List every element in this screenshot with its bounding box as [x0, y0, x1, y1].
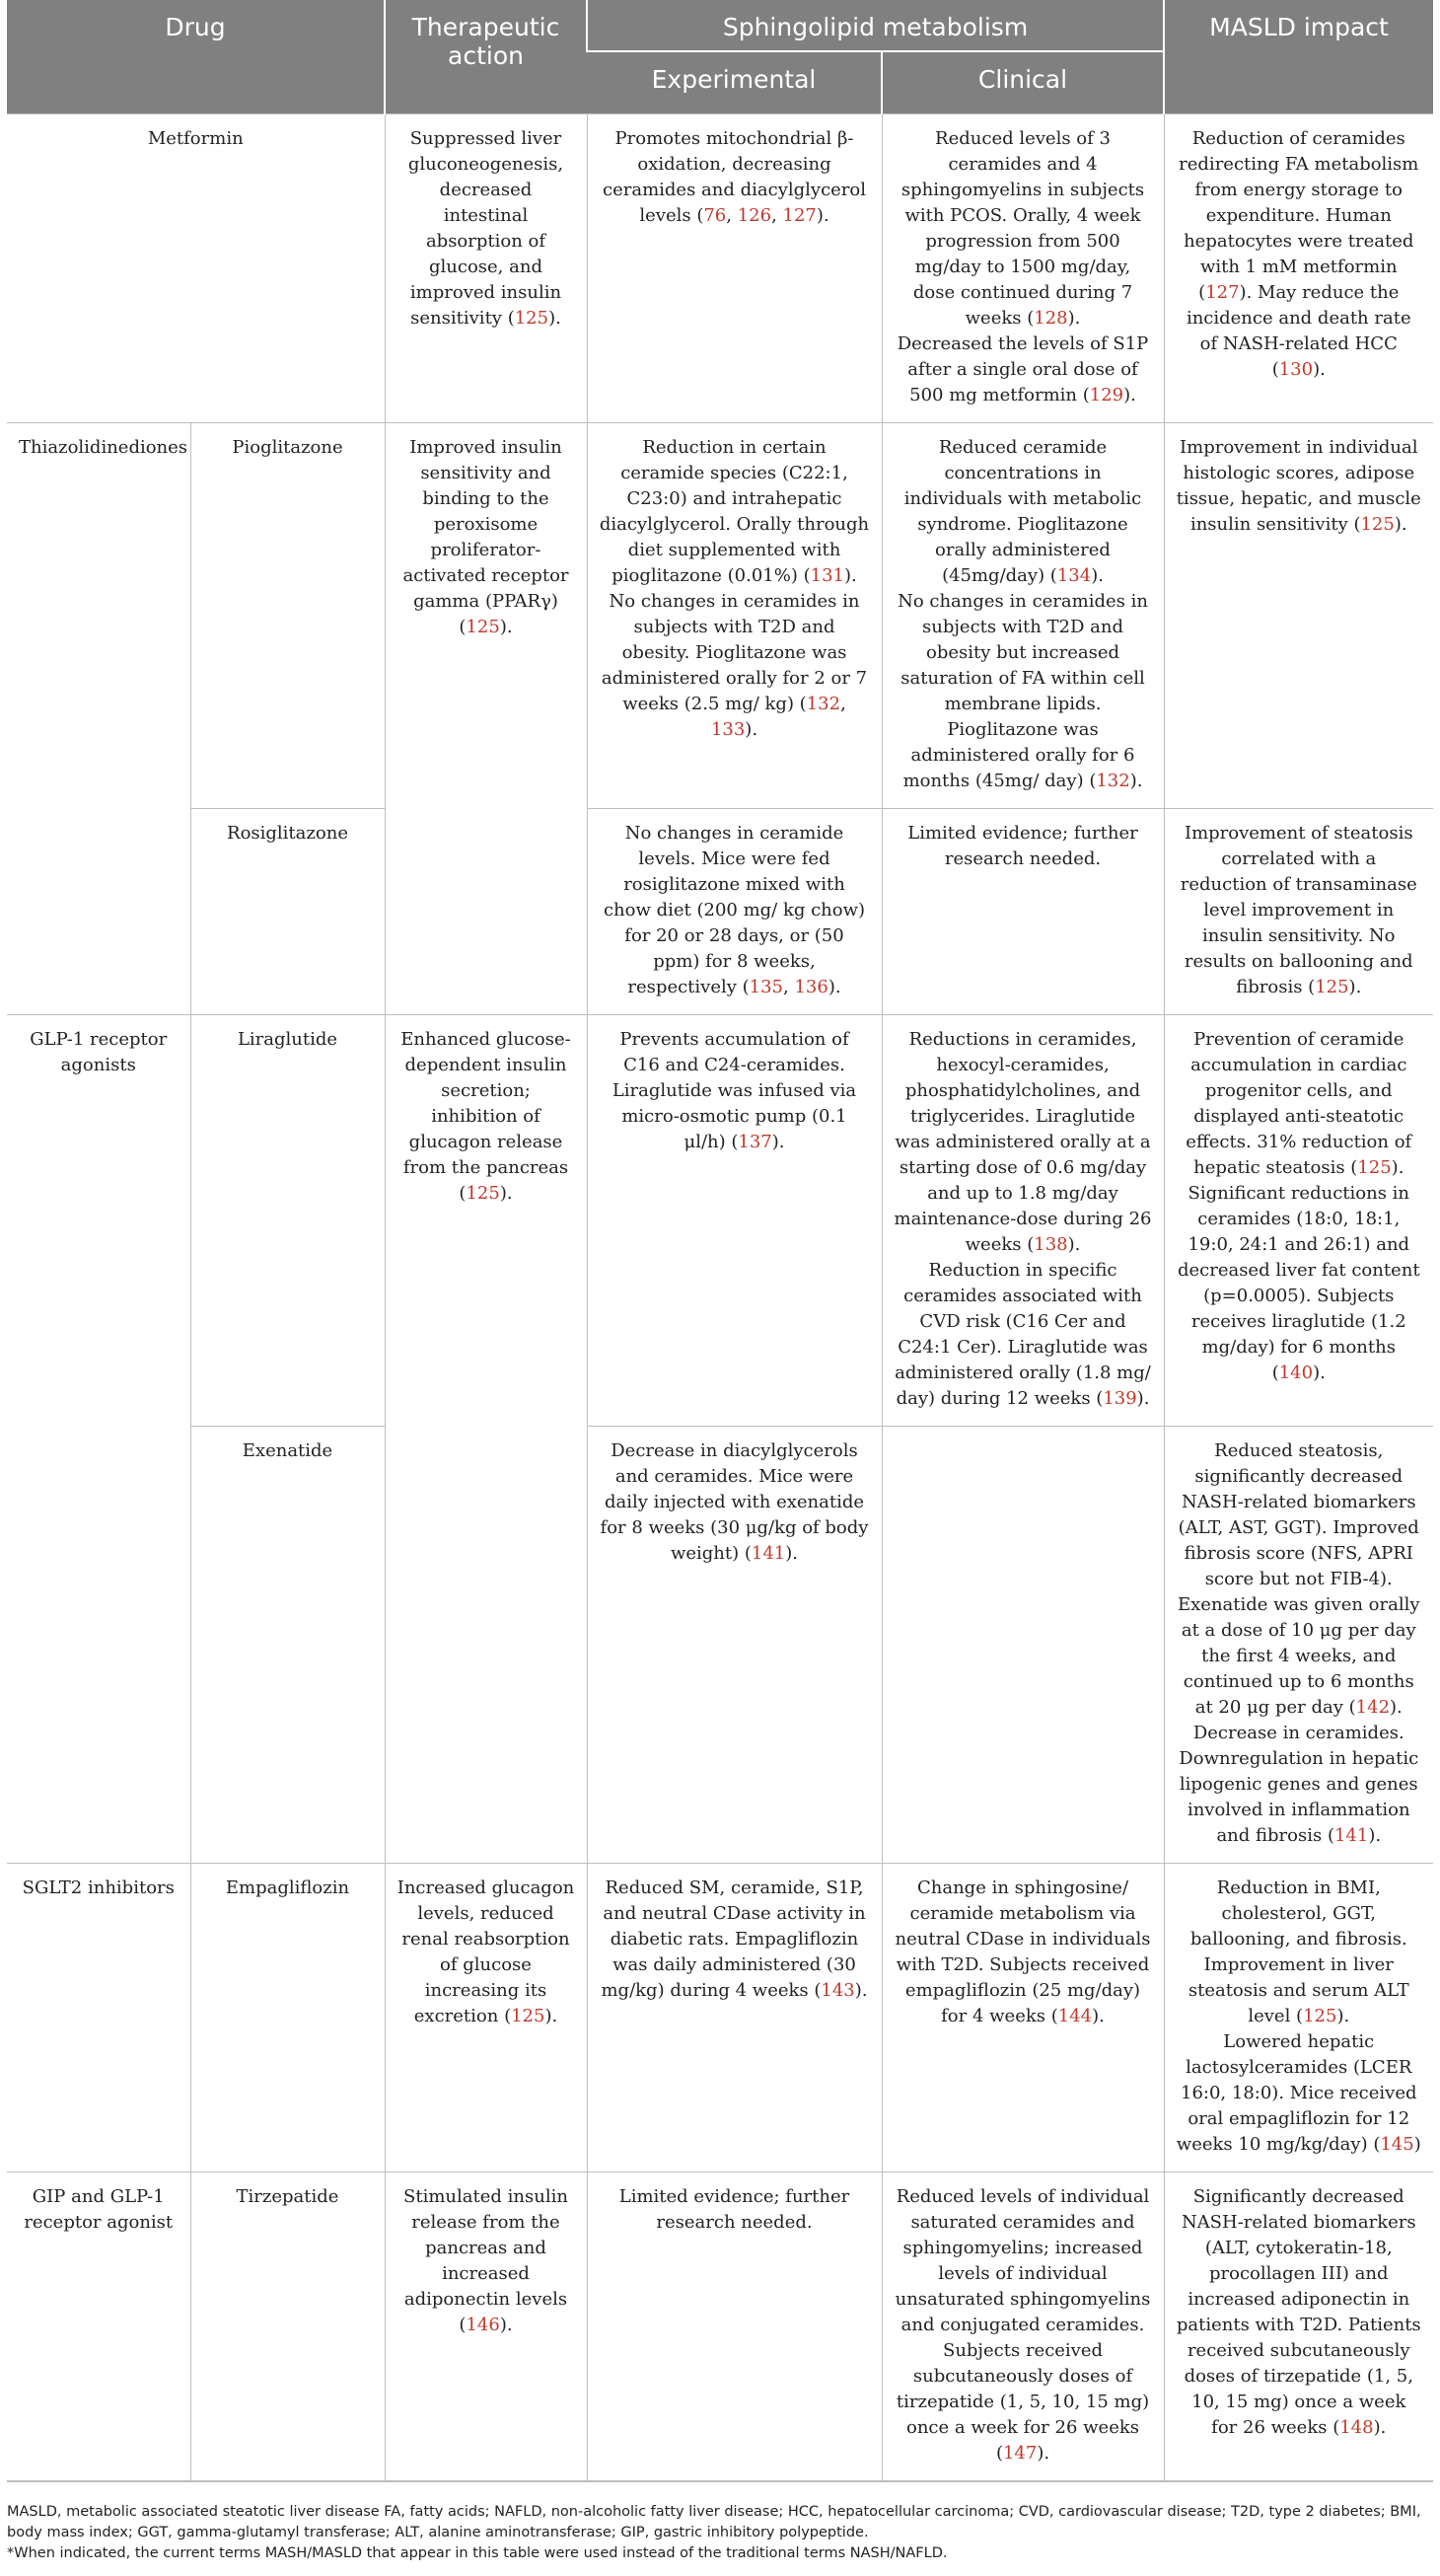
cell-text: ).	[1313, 358, 1326, 380]
reference-link[interactable]: 125	[466, 616, 500, 637]
masld-liraglutide-a	[1177, 1027, 1422, 1181]
cell-text: ).	[1091, 564, 1104, 586]
masld-rosiglitazone	[1164, 808, 1433, 1014]
cell-text: ).	[1092, 2005, 1105, 2026]
header-drug: Drug	[7, 0, 385, 113]
reference-link[interactable]: 141	[751, 1542, 786, 1564]
drug-class-sglt2: SGLT2 inhibitors	[7, 1863, 190, 2171]
reference-link[interactable]: 139	[1103, 1387, 1137, 1409]
cell-text: Improvement of steatosis correlated with a reduction of transaminase level improvement in insulin sensitivity. No results on ballooning and fibrosis (	[1180, 822, 1417, 997]
cell-text: ).	[1067, 1233, 1081, 1255]
cell-text: ). May reduce the incidence and death rate of NASH-related HCC (	[1186, 281, 1411, 380]
cell-text: ).	[544, 2005, 558, 2026]
drug-name-liraglutide: Liraglutide	[190, 1014, 385, 1426]
cell-text: ).	[1394, 513, 1407, 535]
cell-text: Significant reductions in ceramides (18:0, 18:1, 19:0, 24:1 and 26:1) and decreased liver fat content (p=0.0005). Subjects receives liraglutide (1.2 mg/day) for 6 months (	[1177, 1182, 1420, 1383]
cell-text: Prevention of ceramide accumulation in cardiac progenitor cells, and displayed anti-steatotic effects. 31% reduction of hepatic steatosis (	[1186, 1028, 1412, 1178]
reference-link[interactable]: 132	[806, 693, 841, 714]
footnote-terms-note: *When indicated, the current terms MASH/MASLD that appear in this table were used instead of the traditional terms NASH/NAFLD.	[7, 2545, 948, 2561]
drug-name-rosiglitazone: Rosiglitazone	[190, 808, 385, 1014]
cell-text: Suppressed liver gluconeogenesis, decreased intestinal absorption of glucose, and improved insulin sensitivity (	[407, 127, 564, 329]
reference-link[interactable]: 134	[1056, 564, 1092, 586]
therapeutic-metformin	[385, 113, 587, 422]
reference-link[interactable]: 144	[1057, 2005, 1093, 2026]
cell-text: Reductions in ceramides, hexocyl-ceramides, phosphatidylcholines, and triglycerides. Liraglutide was administered orally at a starting dose of 0.6 mg/day and up to 1.8 mg/day maintenance-dose during 26 weeks (	[894, 1028, 1152, 1255]
experimental-rosiglitazone	[587, 808, 882, 1014]
reference-link[interactable]: 136	[794, 976, 828, 997]
reference-link[interactable]: 125	[1357, 1156, 1392, 1178]
cell-text: Lowered hepatic lactosylceramides (LCER 16:0, 18:0). Mice received oral empagliflozin for 12 weeks 10 mg/kg/day) (	[1176, 2030, 1417, 2155]
cell-text: Decrease in ceramides. Downregulation in hepatic lipogenic genes and genes involved in inflammation and fibrosis (	[1179, 1722, 1419, 1846]
cell-text: Reduced SM, ceramide, S1P, and neutral CDase activity in diabetic rats. Empagliflozin was daily administered (30 mg/kg) during 4 weeks (	[601, 1877, 866, 2001]
header-masld-impact: MASLD impact	[1164, 0, 1433, 113]
cell-text: Reduced steatosis, significantly decreased NASH-related biomarkers (ALT, AST, GGT). Improved fibrosis score (NFS, APRI score but not FIB-4). Exenatide was given orally at a dose of 10 μg per day the first 4 weeks, and continued up to 6 months at 20 μg per day (	[1178, 1439, 1420, 1718]
drug-name-metformin: Metformin	[7, 113, 385, 422]
drug-name-exenatide: Exenatide	[190, 1426, 385, 1863]
reference-link[interactable]: 125	[466, 1182, 500, 1204]
clinical-metformin-a	[895, 126, 1152, 331]
reference-link[interactable]: 132	[1096, 770, 1130, 791]
cell-text: ).	[854, 1979, 868, 2001]
table-row-pioglitazone	[7, 422, 1433, 808]
clinical-empagliflozin	[882, 1863, 1164, 2171]
experimental-empagliflozin	[587, 1863, 882, 2171]
cell-text: ).	[771, 1131, 785, 1152]
header-clinical: Clinical	[882, 51, 1164, 114]
cell-text: Reduction in certain ceramide species (C22:1, C23:0) and intrahepatic diacylglycerol. Orally through diet supplemented with pioglitazone (0.01%) (	[599, 436, 870, 586]
reference-link[interactable]: 141	[1333, 1824, 1369, 1846]
reference-link[interactable]: 143	[821, 1979, 855, 2001]
cell-text: No changes in ceramides in subjects with T2D and obesity. Pioglitazone was administered orally for 2 or 7 weeks (2.5 mg/ kg) (	[601, 590, 868, 714]
cell-text: ).	[1390, 1696, 1403, 1718]
reference-link[interactable]: 129	[1089, 384, 1124, 405]
cell-text: ).	[1123, 384, 1136, 405]
cell-text: Reduction in BMI, cholesterol, GGT, ballooning, and fibrosis. Improvement in liver steatosis and serum ALT level (	[1188, 1877, 1409, 2026]
cell-text: ).	[1391, 1156, 1404, 1178]
drug-class-glp1: GLP-1 receptor agonists	[7, 1014, 190, 1863]
reference-link[interactable]: 148	[1339, 2416, 1374, 2438]
cell-text: ).	[828, 976, 841, 997]
cell-text: Stimulated insulin release from the pancreas and increased adiponectin levels (	[403, 2185, 568, 2335]
footnote-abbreviations: MASLD, metabolic associated steatotic liver disease FA, fatty acids; NAFLD, non-alcoholic fatty liver disease; HCC, hepatocellular carcinoma; CVD, cardiovascular disease; T2D, type 2 diabetes; BMI, body mass index; GGT, gamma-glutamyl transferase; ALT, alanine aminotransferase; GIP, gastric inhibitory polypeptide.	[7, 2504, 1421, 2540]
table-row-liraglutide	[7, 1014, 1433, 1426]
reference-link[interactable]: 135	[749, 976, 784, 997]
header-sphingolipid-metabolism: Sphingolipid metabolism	[587, 0, 1164, 51]
drug-name-empagliflozin: Empagliflozin	[190, 1863, 385, 2171]
reference-link[interactable]: 125	[1360, 513, 1395, 535]
cell-text: Change in sphingosine/ ceramide metabolism via neutral CDase in individuals with T2D. Subjects received empagliflozin (25 mg/day) for 4 weeks (	[895, 1877, 1151, 2026]
experimental-exenatide	[587, 1426, 882, 1863]
reference-link[interactable]: 146	[466, 2314, 500, 2335]
cell-text: ).	[1129, 770, 1143, 791]
reference-link[interactable]: 131	[810, 564, 844, 586]
experimental-pioglitazone	[587, 422, 882, 808]
experimental-liraglutide	[587, 1014, 882, 1426]
masld-exenatide-a	[1177, 1438, 1422, 1721]
cell-text: ).	[745, 718, 758, 740]
cell-text: ).	[1373, 2416, 1387, 2438]
cell-text: No changes in ceramides in subjects with T2D and obesity but increased saturation of FA within cell membrane lipids. Pioglitazone was administered orally for 6 months (45mg/ day) (	[898, 590, 1148, 791]
drug-class-thiazolidinediones: Thiazolidinediones	[7, 422, 190, 1014]
clinical-exenatide	[882, 1426, 1164, 1863]
cell-text: Improved insulin sensitivity and binding to the peroxisome proliferator-activated receptor gamma (PPARγ) (	[402, 436, 569, 637]
reference-link[interactable]: 140	[1278, 1362, 1314, 1383]
cell-text: ).	[1037, 2442, 1050, 2464]
reference-link[interactable]: 127	[1205, 281, 1240, 303]
clinical-tirzepatide	[882, 2171, 1164, 2481]
cell-text: ,	[771, 204, 783, 226]
drug-class-gip-glp1: GIP and GLP-1 receptor agonist	[7, 2171, 190, 2481]
cell-text: ).	[499, 616, 513, 637]
masld-empagliflozin	[1164, 1863, 1433, 2171]
experimental-tirzepatide: Limited evidence; further research needed.	[587, 2171, 882, 2481]
reference-link[interactable]: 125	[1303, 2005, 1337, 2026]
drug-name-pioglitazone: Pioglitazone	[190, 422, 385, 808]
cell-text: ).	[816, 204, 829, 226]
cell-text: ).	[1067, 307, 1081, 329]
reference-link[interactable]: 125	[511, 2005, 545, 2026]
clinical-metformin	[882, 113, 1164, 422]
experimental-pioglitazone-b	[600, 589, 870, 743]
masld-exenatide-b	[1177, 1721, 1422, 1849]
clinical-pioglitazone-a	[895, 435, 1152, 589]
masld-tirzepatide	[1164, 2171, 1433, 2481]
cell-text: ).	[1136, 1387, 1150, 1409]
cell-text: ).	[1313, 1362, 1326, 1383]
reference-link[interactable]: 130	[1278, 358, 1314, 380]
cell-text: ).	[1336, 2005, 1350, 2026]
experimental-metformin	[587, 113, 882, 422]
cell-text: ).	[548, 307, 561, 329]
masld-empagliflozin-b	[1177, 2029, 1422, 2158]
reference-link[interactable]: 128	[1034, 307, 1068, 329]
masld-exenatide	[1164, 1426, 1433, 1863]
reference-link[interactable]: 133	[710, 718, 746, 740]
reference-link[interactable]: 126	[737, 204, 772, 226]
table-row-tirzepatide	[7, 2171, 1433, 2481]
cell-text: Prevents accumulation of C16 and C24-ceramides. Liraglutide was infused via micro-osmotic pump (0.1 μl/h) (	[612, 1028, 857, 1152]
table-footnote	[7, 2502, 1433, 2564]
clinical-metformin-b	[895, 331, 1152, 408]
table-row-rosiglitazone	[7, 808, 1433, 1014]
cell-text: ).	[843, 564, 857, 586]
cell-text: No changes in ceramide levels. Mice were fed rosiglitazone mixed with chow diet (200 mg/ kg chow) for 20 or 28 days, or (50 ppm) for 8 weeks, respectively (	[603, 822, 866, 997]
header-experimental: Experimental	[587, 51, 882, 114]
cell-text: )	[1413, 2133, 1421, 2155]
reference-link[interactable]: 147	[1002, 2442, 1038, 2464]
masld-empagliflozin-a	[1177, 1876, 1422, 2029]
therapeutic-glp1	[385, 1014, 587, 1863]
cell-text: ).	[499, 1182, 513, 1204]
masld-liraglutide	[1164, 1014, 1433, 1426]
cell-text: Reduced levels of individual saturated ceramides and sphingomyelins; increased levels of individual unsaturated sphingomyelins and conjugated ceramides. Subjects received subcutaneously doses of tirzepatide (1, 5, 10, 15 mg) once a week for 26 weeks (	[895, 2185, 1151, 2464]
cell-text: Reduction of ceramides redirecting FA metabolism from energy storage to expenditure. Human hepatocytes were treated with 1 mM metformin (	[1179, 127, 1419, 303]
cell-text: Promotes mitochondrial β-oxidation, decreasing ceramides and diacylglycerol levels (	[603, 127, 866, 226]
header-therapeutic-action: Therapeutic action	[385, 0, 587, 113]
cell-text: Significantly decreased NASH-related biomarkers (ALT, cytokeratin-18, procollagen III) and increased adiponectin in patients with T2D. Patients received subcutaneously doses of tirzepatide (1, 5, 10, 15 mg) once a week for 26 weeks (	[1176, 2185, 1421, 2438]
clinical-pioglitazone-b	[895, 589, 1152, 794]
reference-link[interactable]: 76	[703, 204, 727, 226]
cell-text: Reduced levels of 3 ceramides and 4 sphingomyelins in subjects with PCOS. Orally, 4 week progression from 500 mg/day to 1500 mg/day, dose continued during 7 weeks (	[900, 127, 1145, 329]
reference-link[interactable]: 138	[1034, 1233, 1068, 1255]
cell-text: ,	[783, 976, 795, 997]
therapeutic-sglt2	[385, 1863, 587, 2171]
reference-link[interactable]: 127	[782, 204, 817, 226]
masld-pioglitazone	[1164, 422, 1433, 808]
drug-name-tirzepatide: Tirzepatide	[190, 2171, 385, 2481]
reference-link[interactable]: 125	[1315, 976, 1349, 997]
clinical-liraglutide-b	[895, 1258, 1152, 1412]
clinical-rosiglitazone: Limited evidence; further research needed.	[882, 808, 1164, 1014]
cell-text: ).	[1368, 1824, 1382, 1846]
cell-text: ).	[785, 1542, 799, 1564]
reference-link[interactable]: 142	[1355, 1696, 1391, 1718]
cell-text: Increased glucagon levels, reduced renal reabsorption of glucose increasing its excretion (	[396, 1877, 575, 2026]
cell-text: ,	[726, 204, 738, 226]
reference-link[interactable]: 125	[514, 307, 549, 329]
clinical-pioglitazone	[882, 422, 1164, 808]
cell-text: Decrease in diacylglycerols and ceramides. Mice were daily injected with exenatide for 8 weeks (30 μg/kg of body weight) (	[600, 1439, 869, 1564]
therapeutic-gip-glp1	[385, 2171, 587, 2481]
cell-text: Improvement in individual histologic scores, adipose tissue, hepatic, and muscle insulin sensitivity (	[1176, 436, 1421, 535]
table-row-empagliflozin	[7, 1863, 1433, 2171]
reference-link[interactable]: 137	[738, 1131, 772, 1152]
drug-comparison-table	[7, 0, 1433, 2482]
table-row-metformin	[7, 113, 1433, 422]
cell-text: Reduction in specific ceramides associated with CVD risk (C16 Cer and C24:1 Cer). Liraglutide was administered orally (1.8 mg/ day) during 12 weeks (	[895, 1259, 1151, 1409]
therapeutic-thiazolidinediones	[385, 422, 587, 1014]
masld-metformin	[1164, 113, 1433, 422]
cell-text: Decreased the levels of S1P after a single oral dose of 500 mg metformin (	[897, 332, 1149, 405]
cell-text: Enhanced glucose-dependent insulin secretion; inhibition of glucagon release from the pancreas (	[400, 1028, 571, 1204]
cell-text: Reduced ceramide concentrations in individuals with metabolic syndrome. Pioglitazone orally administered (45mg/day) (	[903, 436, 1142, 586]
cell-text: ).	[1348, 976, 1362, 997]
table-row-exenatide	[7, 1426, 1433, 1863]
experimental-pioglitazone-a	[600, 435, 870, 589]
masld-liraglutide-b	[1177, 1181, 1422, 1386]
cell-text: ).	[499, 2314, 513, 2335]
reference-link[interactable]: 145	[1380, 2133, 1414, 2155]
cell-text: ,	[840, 693, 846, 714]
clinical-liraglutide	[882, 1014, 1164, 1426]
clinical-liraglutide-a	[895, 1027, 1152, 1258]
